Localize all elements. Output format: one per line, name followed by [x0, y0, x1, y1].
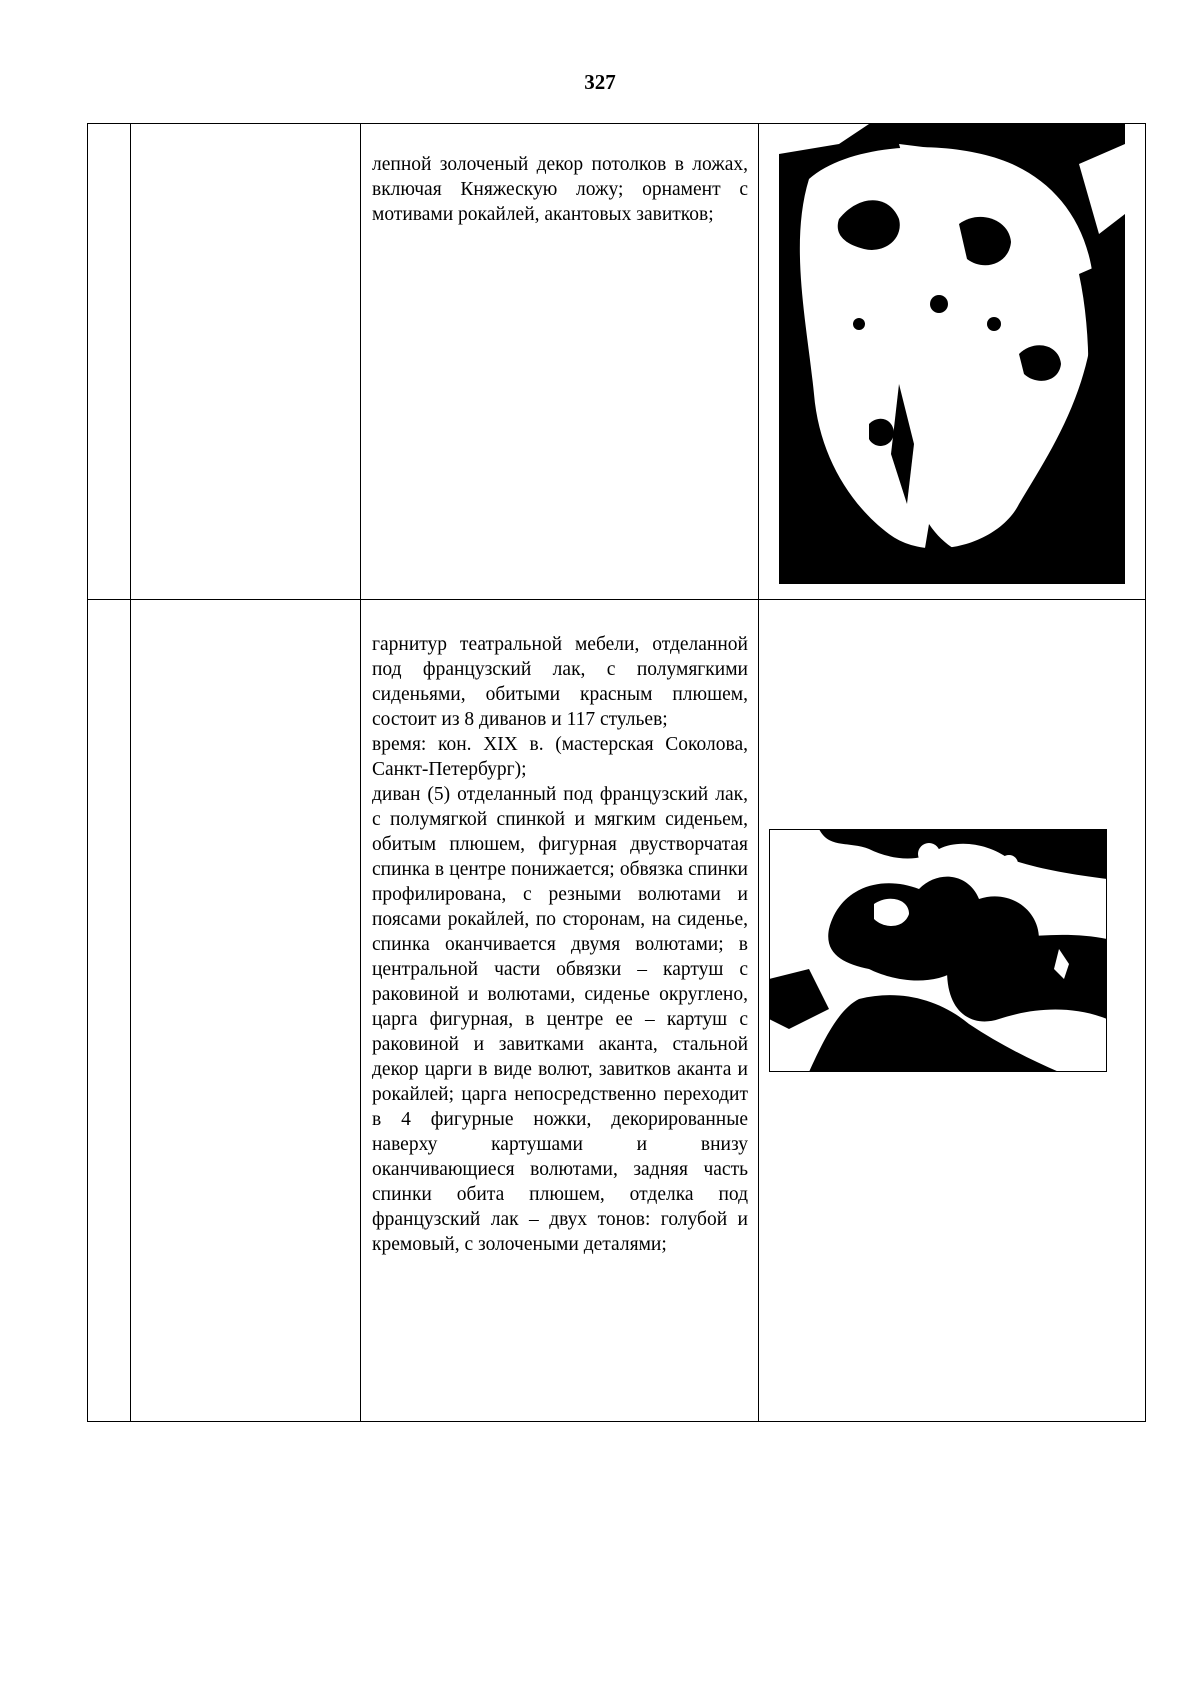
description-paragraph: лепной золоченый декор потолков в ложах, включая Княжескую ложу; орнамент с мотивами рокайлей, акантовых завитков; — [372, 154, 748, 225]
number-cell — [88, 124, 131, 600]
description-paragraph: диван (5) отделанный под французский лак, с полумягкой спинкой и мягким сиденьем, обитым плюшем, фигурная двустворчатая спинка в центре понижается; обвязка спинки профилирована, с резными волютами и поясами рокайлей, по сторонам, на сиденье, спинка оканчивается двумя волютами; в центральной части обвязки – картуш с раковиной и волютами, сиденье округлено, царга фигурная, в центре ее – картуш с раковиной и завитками аканта, стальной декор царги в виде волют, завитков аканта и рокайлей; царга непосредственно переходит в 4 фигурные ножки, декорированные наверху картушами и внизу оканчивающиеся волютами, задняя часть спинки обита плюшем, отделка под французский лак – двух тонов: голубой и кремовый, с золочеными деталями; — [372, 784, 748, 1255]
photo-cell — [759, 600, 1146, 1422]
photo-cell — [759, 124, 1146, 600]
page-number: 327 — [584, 70, 616, 94]
ceiling-stucco-photo — [779, 124, 1125, 584]
number-cell — [88, 600, 131, 1422]
object-name-cell — [131, 124, 361, 600]
description-paragraph: время: кон. XIX в. (мастерская Соколова, Санкт-Петербург); — [372, 734, 748, 780]
object-name-cell — [131, 600, 361, 1422]
description-cell — [361, 124, 759, 600]
table-row — [88, 600, 1146, 1422]
description-cell — [361, 600, 759, 1422]
table-row — [88, 124, 1146, 600]
description-paragraph: гарнитур театральной мебели, отделанной под французский лак, с полумягкими сиденьями, обитыми красным плюшем, состоит из 8 диванов и 117 стульев; — [372, 634, 748, 730]
sofa-detail-photo — [769, 829, 1107, 1072]
monument-table — [87, 123, 1146, 1422]
